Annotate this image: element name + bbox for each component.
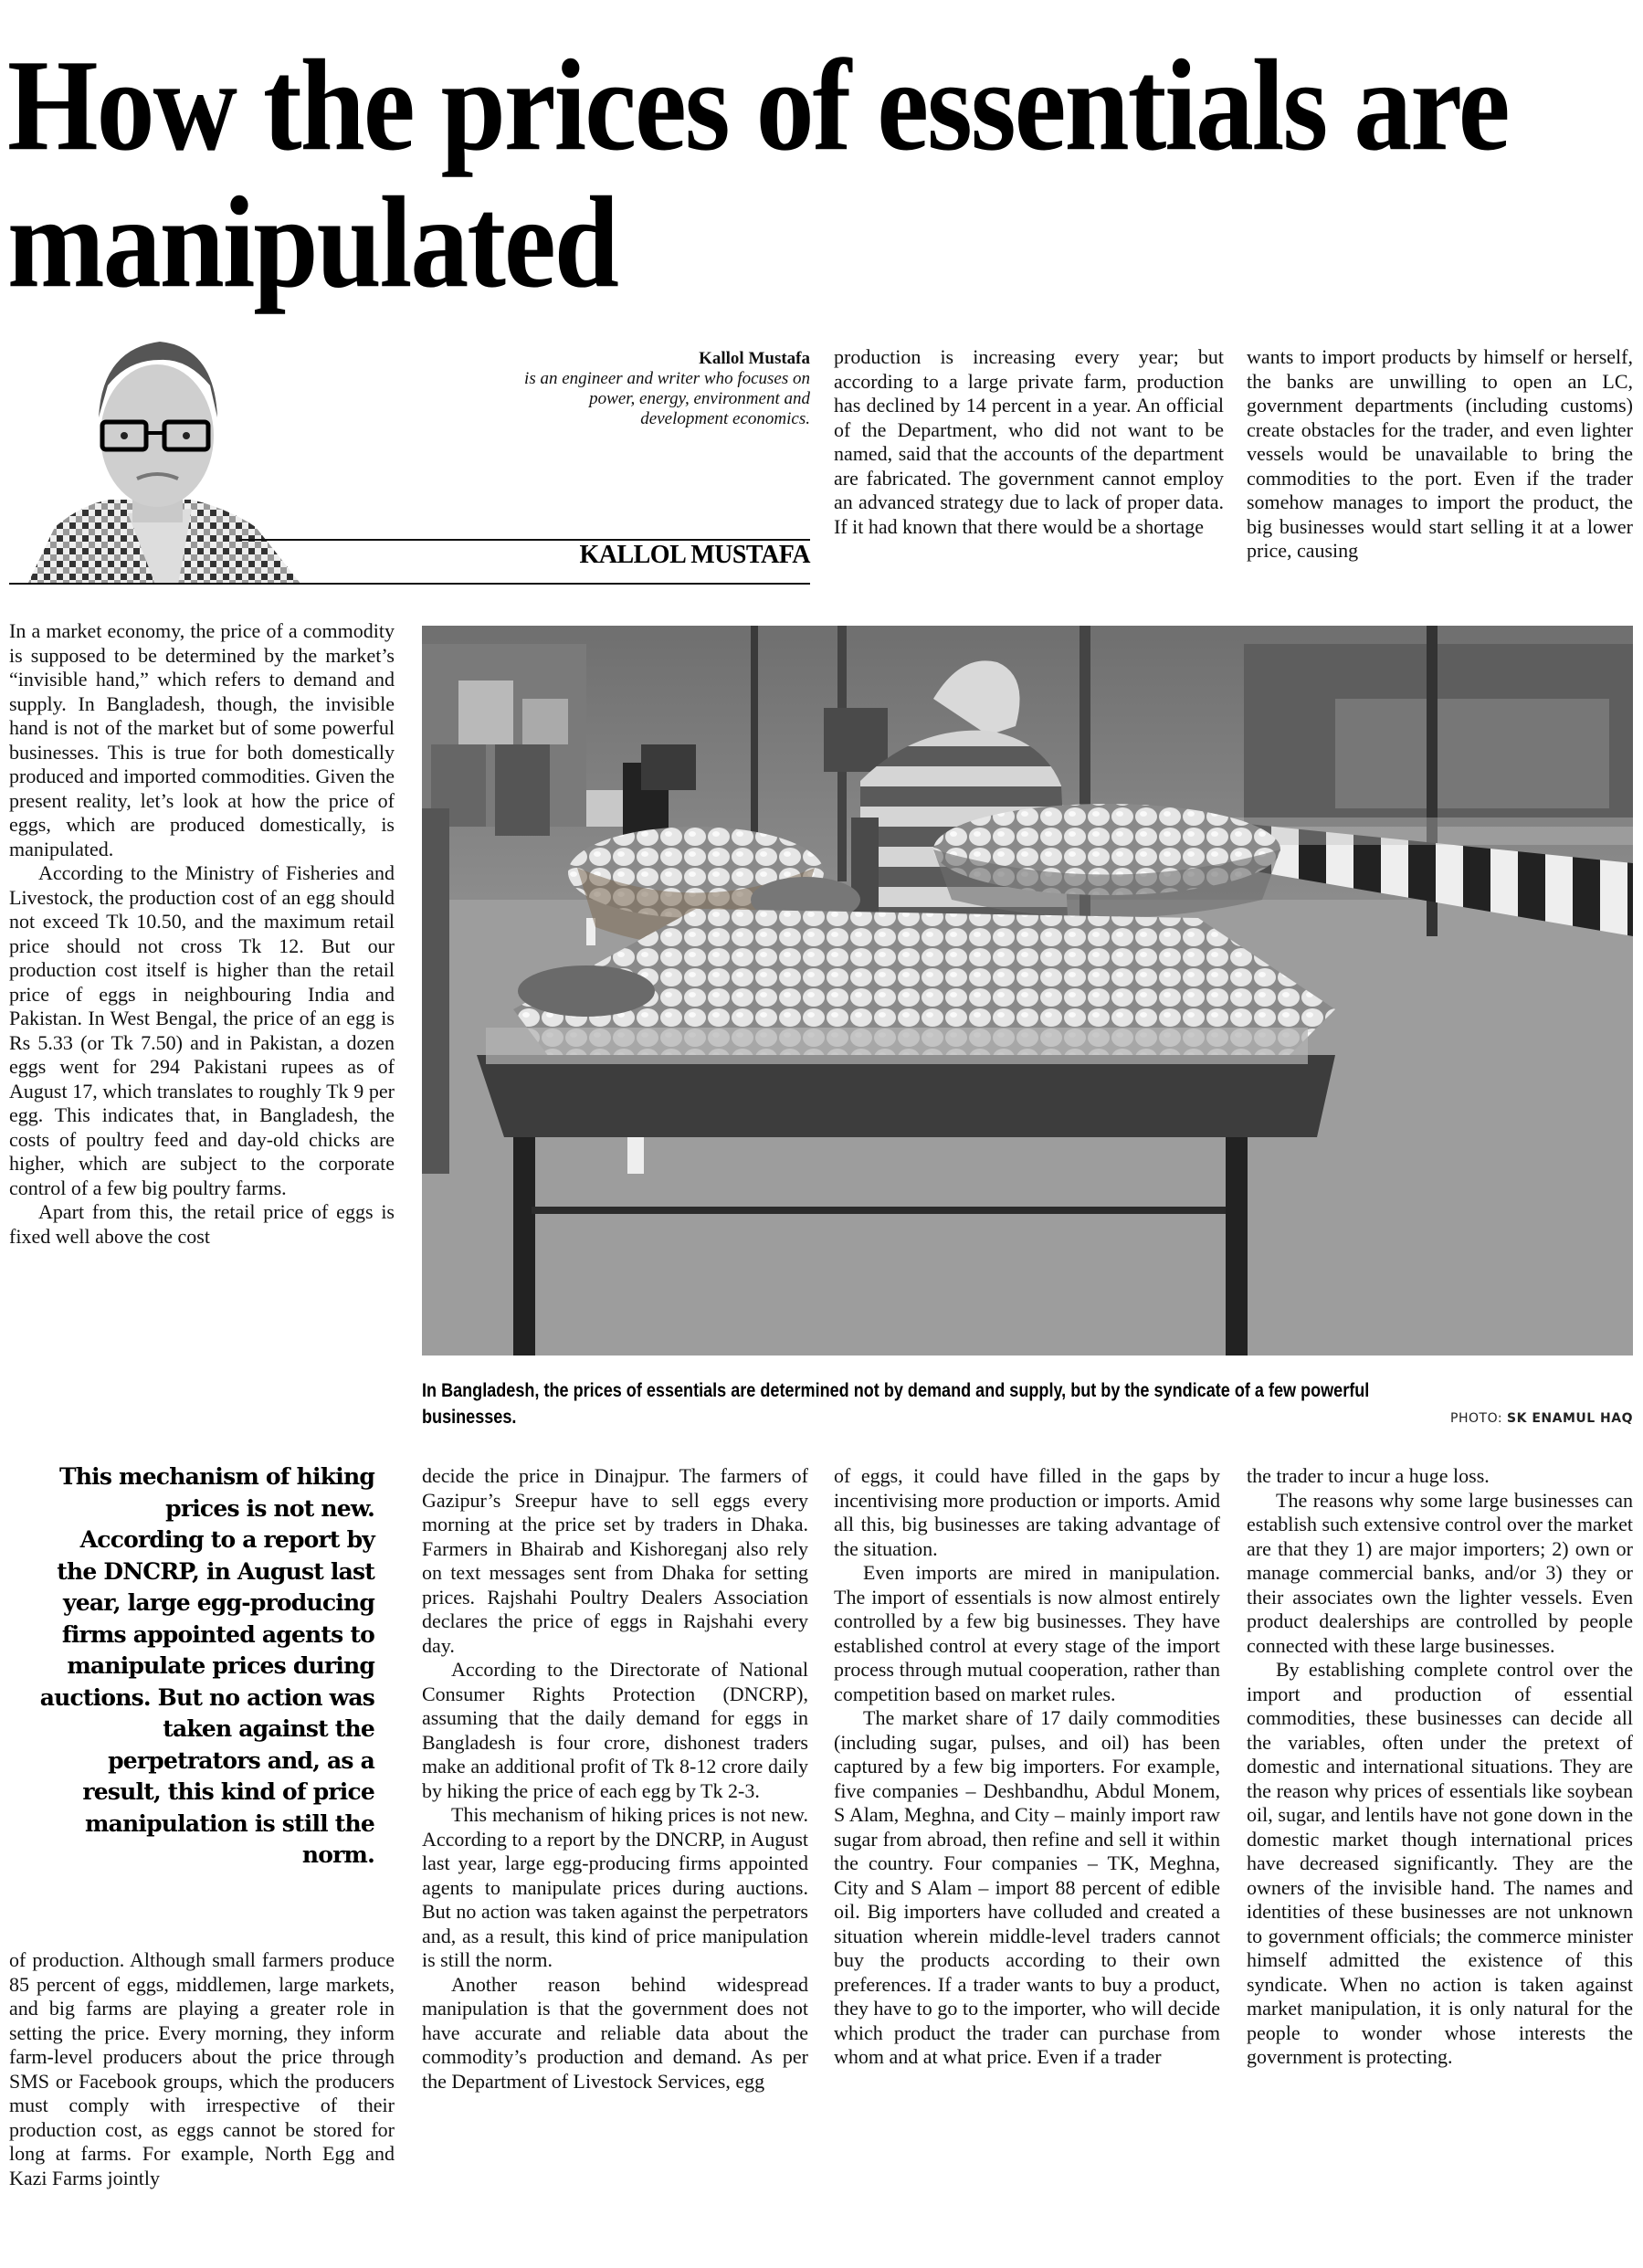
photo-credit-name: SK ENAMUL HAQ	[1507, 1411, 1633, 1426]
author-bio	[511, 349, 810, 429]
pull-quote: This mechanism of hiking prices is not new. According to a report by the DNCRP, in August last year, large egg-producing firms appointed agents to manipulate prices during auctions. But no action was taken against the perpetrators and, as a result, this kind of price manipulation is still the norm.	[39, 1463, 374, 1868]
paragraph: Apart from this, the retail price of eggs is fixed well above the cost	[9, 1200, 395, 1248]
paragraph: wants to import products by himself or herself, the banks are unwilling to open an LC, government departments (including customs) create obstacles for the trader, and even lighter vessels would be unavailable to bring the commodities to the port. Even if the trader somehow manages to import the product, the big businesses would start selling it at a lower price, causing	[1247, 345, 1633, 562]
paragraph: By establishing complete control over the import and production of essential commodities, these businesses can decide all the variables, often under the pretext of domestic and international situations. They are the reason why prices of essentials like soybean oil, sugar, and lentils have not gone down in the domestic market though international prices have decreased significantly. They are the owners of the invisible hand. The names and identities of these businesses are not unknown to government officials; the commerce minister himself admitted the existence of this syndicate. When no action is taken against market manipulation, it is only natural for the people to wonder whose interests the government is protecting.	[1247, 1658, 1633, 2068]
paragraph: of eggs, it could have filled in the gaps by incentivising more production or imports. Amid all this, big businesses are taking advantage of the situation.	[834, 1464, 1220, 1560]
paragraph: According to the Directorate of National Consumer Rights Protection (DNCRP), assuming that the daily demand for eggs in Bangladesh is four crore, dishonest traders make an additional profit of Tk 8-12 crore daily by hiking the price of each egg by Tk 2-3.	[422, 1658, 808, 1802]
paragraph: In a market economy, the price of a commodity is supposed to be determined by the market’s “invisible hand,” which refers to demand and supply. In Bangladesh, though, the invisible hand is not of the market but of some powerful businesses. This is true for both domestically produced and imported commodities. Given the present reality, let’s look at how the price of eggs, which are produced domestically, is manipulated.	[9, 619, 395, 860]
paragraph: The market share of 17 daily commodities (including sugar, pulses, and oil) has been captured by a few big importers. For example, five companies – Deshbandhu, Abdul Monem, S Alam, Meghna, and City – mainly import raw sugar from abroad, then refine and sell it within the country. Four companies – TK, Meghna, City and S Alam – import 88 percent of edible oil. Big importers have colluded and created a situation wherein middle-level traders cannot buy the products according to their own preferences. If a trader wants to buy a product, they have to go to the importer, who will decide which product the trader can purchase from whom and at what price. Even if a trader	[834, 1706, 1220, 2068]
paragraph: Even imports are mired in manipulation. The import of essentials is now almost entirely controlled by a few big businesses. They have established control at every stage of the import process through mutual cooperation, rather than competition based on market rules.	[834, 1561, 1220, 1705]
author-bio-name: Kallol Mustafa	[699, 349, 810, 368]
bottom-column-3	[834, 1464, 1220, 2070]
paragraph: The reasons why some large businesses can establish such extensive control over the market are that they 1) are major importers; 2) own or manage commercial banks, and/or 3) they or their associates own the lighter vessels. Even product dealerships are controlled by people connected with these large businesses.	[1247, 1488, 1633, 1657]
photo-credit	[1450, 1411, 1633, 1426]
top-column-3	[834, 345, 1224, 539]
photo-credit-label: PHOTO:	[1450, 1411, 1503, 1426]
article-headline: How the prices of essentials are manipulated	[7, 32, 1509, 315]
bottom-column-2	[422, 1464, 808, 2094]
bottom-column-1	[9, 1948, 395, 2190]
paragraph: production is increasing every year; but according to a large private farm, production has declined by 14 percent in a year. An official of the Department, who did not want to be named, said that the accounts of the department are fabricated. The government cannot employ an advanced strategy due to lack of proper data. If it had known that there would be a shortage	[834, 345, 1224, 538]
paragraph: decide the price in Dinajpur. The farmers of Gazipur’s Sreepur have to sell eggs every morning at the price set by traders in Dhaka. Farmers in Bhairab and Kishoreganj also rely on text messages sent from Dhaka for setting prices. Rajshahi Poultry Dealers Association declares the price of eggs in Rajshahi every day.	[422, 1464, 808, 1657]
paragraph: the trader to incur a huge loss.	[1247, 1464, 1490, 1487]
paragraph: According to the Ministry of Fisheries and Livestock, the production cost of an egg should not exceed Tk 10.50, and the maximum retail price should not cross Tk 12. But our production cost itself is higher than the retail price of eggs in neighbouring India and Pakistan. In West Bengal, the price of an egg is Rs 5.33 (or Tk 7.50) and in Pakistan, a dozen eggs went for 294 Pakistani rupees as of August 17, which translates to roughly Tk 9 per egg. This indicates that, in Bangladesh, the costs of poultry feed and day-old chicks are higher, which are subject to the corporate control of a few big poultry farms.	[9, 861, 395, 1199]
byline-bottom-rule	[9, 583, 810, 585]
paragraph: of production. Although small farmers produce 85 percent of eggs, middlemen, large markets, and big farms are playing a greater role in setting the price. Every morning, they inform farm-level producers about the price through SMS or Facebook groups, which the producers must comply with irrespective of their production cost, as eggs cannot be stored for long at farms. For example, North Egg and Kazi Farms jointly	[9, 1948, 395, 2189]
paragraph: This mechanism of hiking prices is not new. According to a report by the DNCRP, in August last year, large egg-producing firms appointed agents to manipulate prices during auctions. But no action was taken against the perpetrators and, as a result, this kind of price manipulation is still the norm.	[422, 1803, 808, 1971]
bottom-column-4	[1247, 1464, 1633, 2070]
author-byline: KALLOL MUSTAFA	[579, 541, 810, 569]
author-bio-description: is an engineer and writer who focuses on power, energy, environment and development economics.	[524, 369, 810, 428]
left-column	[9, 619, 395, 1249]
author-portrait-icon	[18, 331, 311, 585]
top-column-4	[1247, 345, 1633, 564]
author-portrait	[18, 331, 311, 585]
egg-vendor-cart-photo-icon	[422, 626, 1633, 1356]
article-photo	[422, 626, 1633, 1356]
photo-caption: In Bangladesh, the prices of essentials are determined not by demand and supply, but by the syndicate of a few powerful businesses.	[422, 1380, 1370, 1428]
paragraph: Another reason behind widespread manipulation is that the government does not have accurate and reliable data about the commodity’s production and demand. As per the Department of Livestock Services, egg	[422, 1972, 808, 2093]
